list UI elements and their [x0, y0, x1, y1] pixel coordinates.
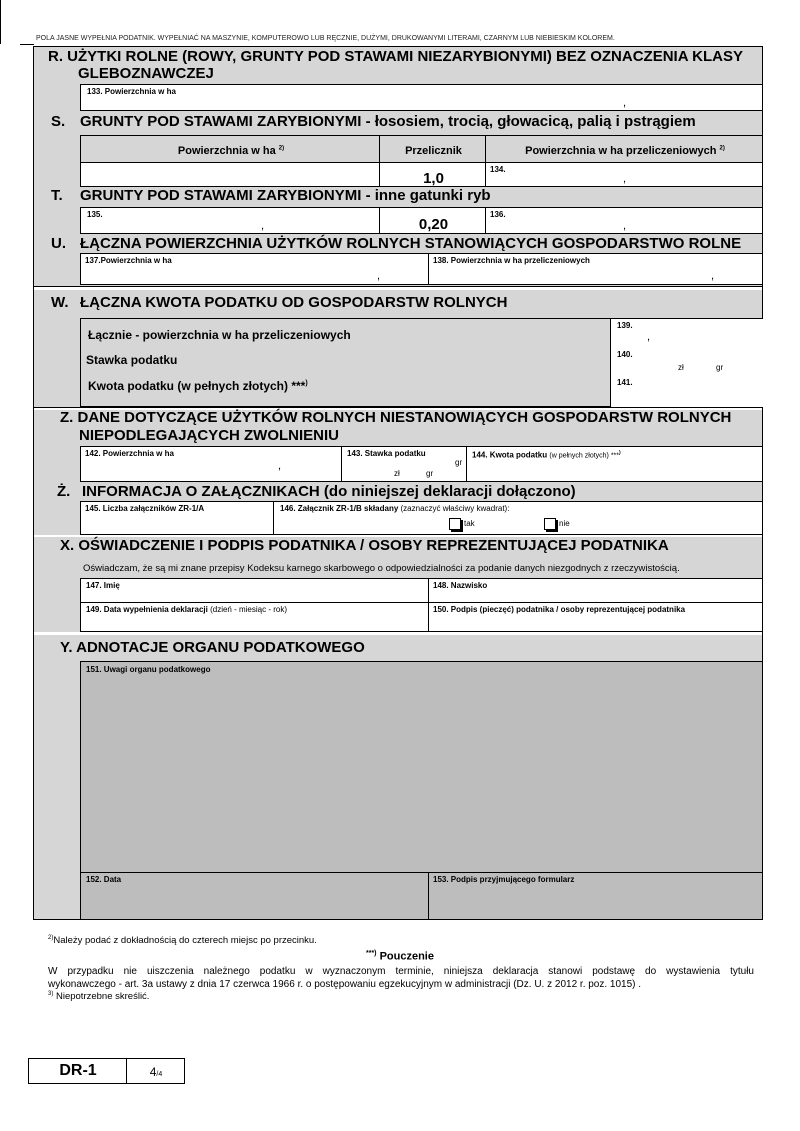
field-145-label: 145. Liczba załączników ZR-1/A [85, 504, 205, 513]
t-przelicznik-cell [379, 207, 486, 234]
w-row3-label: Kwota podatku (w pełnych złotych) ***) [88, 379, 308, 393]
checkbox-nie[interactable] [544, 518, 570, 530]
unit-zl: zł [678, 363, 684, 372]
field-144[interactable] [466, 446, 763, 482]
page-number: 4/4 [149, 1065, 163, 1079]
field-148-label: 148. Nazwisko [433, 581, 488, 590]
decimal-comma: , [377, 270, 381, 282]
field-141[interactable] [610, 376, 763, 407]
field-146 [273, 501, 763, 535]
corner-line-left [0, 0, 1, 44]
s-col1-label: Powierzchnia w ha [177, 145, 276, 157]
field-151 [80, 661, 763, 873]
field-137-label: 137.Powierzchnia w ha [85, 256, 172, 265]
field-142-label: 142. Powierzchnia w ha [85, 449, 174, 458]
field-139[interactable] [610, 319, 763, 349]
w-row1-label: Łącznie - powierzchnia w ha przeliczeniowych [88, 328, 351, 342]
field-143[interactable] [341, 446, 467, 482]
decimal-comma: , [623, 173, 627, 185]
pouczenie-heading: ***) Pouczenie [366, 950, 434, 963]
field-148[interactable] [428, 578, 763, 603]
field-151-label: 151. Uwagi organu podatkowego [86, 665, 211, 674]
field-150[interactable] [428, 602, 763, 632]
field-135[interactable] [80, 207, 380, 234]
w-row2-label: Stawka podatku [86, 353, 178, 367]
field-138[interactable] [428, 253, 763, 285]
field-135-label: 135. [87, 210, 103, 219]
page-footer [28, 1058, 185, 1084]
section-w-gap [33, 286, 763, 290]
s-area-input[interactable] [80, 162, 380, 187]
checkbox-tak[interactable] [449, 518, 475, 530]
unit-gr: gr [426, 469, 434, 478]
field-149[interactable] [80, 602, 429, 632]
s-col1-header [80, 135, 380, 163]
checkbox-nie-label: nie [559, 519, 570, 529]
field-137[interactable] [80, 253, 429, 285]
field-143-label: 143. Stawka podatku [347, 449, 426, 458]
section-u-row [80, 253, 763, 285]
s-col2-header [379, 135, 486, 163]
decimal-comma: , [623, 97, 627, 109]
s-col3-header [485, 135, 763, 163]
corner-mark-left [20, 44, 34, 45]
s-przelicznik-value: 1,0 [423, 170, 444, 187]
section-x-title: X. OŚWIADCZENIE I PODPIS PODATNIKA / OSOBY REPREZENTUJĄCEJ PODATNIKA [60, 537, 669, 554]
section-u-title: ŁĄCZNA POWIERZCHNIA UŻYTKÓW ROLNYCH STANOWIĄCYCH GOSPODARSTWO ROLNE [80, 235, 742, 252]
footnote-2: $^{2)}$Należy podać z dokładnością do czterech miejsc po przecinku. [48, 935, 317, 947]
field-150-label: 150. Podpis (pieczęć) podatnika / osoby reprezentującej podatnika [433, 605, 686, 614]
field-149-label: 149. Data wypełnienia deklaracji (dzień - miesiąc - rok) [86, 605, 287, 614]
section-y-gap [33, 632, 763, 635]
unit-zl: zł [394, 469, 400, 478]
section-z-title-2: NIEPODLEGAJĄCYCH ZWOLNIENIU [79, 427, 340, 444]
field-144-label: 144. Kwota podatku (w pełnych złotych) ***) [472, 450, 621, 460]
section-x-grid [80, 578, 763, 632]
field-136-label: 136. [490, 210, 506, 219]
section-t-letter: T. [51, 187, 63, 204]
unit-gr: gr [455, 458, 463, 467]
section-w-table [80, 318, 763, 407]
field-134-label: 134. [490, 165, 506, 174]
field-140-label: 140. [617, 350, 633, 359]
section-r-title-2: GLEBOZNAWCZEJ [78, 65, 214, 82]
checkbox-tak-label: tak [464, 519, 475, 529]
s-przelicznik-cell [379, 162, 486, 187]
section-z-title-1: Z. DANE DOTYCZĄCE UŻYTKÓW ROLNYCH NIESTANOWIĄCYCH GOSPODARSTW ROLNYCH [60, 409, 732, 426]
section-s-letter: S. [51, 113, 66, 130]
checkbox-icon[interactable] [449, 518, 461, 530]
field-140[interactable] [610, 348, 763, 377]
footnote-3: $^{3)}$ Niepotrzebne skreślić. [48, 991, 150, 1003]
field-134[interactable] [485, 162, 763, 187]
field-147[interactable] [80, 578, 429, 603]
section-s-table [80, 135, 763, 187]
section-z-row [80, 446, 763, 482]
section-zdot-letter: Ż. [57, 483, 71, 500]
pouczenie-line-1: W przypadku nie uiszczenia należnego podatku w wyznaczonym terminie, niniejsza deklaracja stanowi podstawę do wystawienia tytułu [48, 966, 754, 977]
field-147-label: 147. Imię [86, 581, 120, 590]
pouczenie-line-2: wykonawczego - art. 3a ustawy z dnia 17 czerwca 1966 r. o postępowaniu egzekucyjnym w administracji (Dz. U. z 2012 r. poz. 1015) . [48, 979, 642, 990]
field-145[interactable] [80, 501, 274, 535]
field-133-label: 133. Powierzchnia w ha [87, 87, 176, 96]
field-153 [428, 872, 763, 920]
section-u-letter: U. [51, 235, 66, 252]
section-r-title-1: R. UŻYTKI ROLNE (ROWY, GRUNTY POD STAWAMI NIEZARYBIONYMI) BEZ OZNACZENIA KLASY [48, 48, 744, 65]
s-col3-label: Powierzchnia w ha przeliczeniowych [525, 145, 717, 157]
field-146-label: 146. Załącznik ZR-1/B składany (zaznaczyć właściwy kwadrat): [280, 504, 510, 513]
field-141-label: 141. [617, 378, 633, 387]
decimal-comma: , [278, 460, 282, 472]
section-s-title: GRUNTY POD STAWAMI ZARYBIONYMI - łososiem, trocią, głowacicą, palią i pstrągiem [80, 113, 696, 130]
decimal-comma: , [647, 331, 651, 343]
section-zdot-title: INFORMACJA O ZAŁĄCZNIKACH (do niniejszej deklaracji dołączono) [82, 483, 576, 500]
decimal-comma: , [711, 270, 715, 282]
field-136[interactable] [485, 207, 763, 234]
decimal-comma: , [261, 220, 265, 232]
field-152 [80, 872, 429, 920]
fill-instruction: POLA JASNE WYPEŁNIA PODATNIK. WYPEŁNIAĆ NA MASZYNIE, KOMPUTEROWO LUB RĘCZNIE, DUŻYMI, DRUKOWANYMI LITERAMI, CZARNYM LUB NIEBIESKIM KOLOREM. [36, 35, 615, 42]
decimal-comma: , [623, 220, 627, 232]
field-133[interactable] [80, 84, 763, 111]
field-139-label: 139. [617, 321, 633, 330]
s-col2-label: Przelicznik [405, 145, 462, 157]
section-x-statement: Oświadczam, że są mi znane przepisy Kodeksu karnego skarbowego o odpowiedzialności za podanie danych niezgodnych z rzeczywistością. [83, 563, 680, 574]
checkbox-icon[interactable] [544, 518, 556, 530]
field-138-label: 138. Powierzchnia w ha przeliczeniowych [433, 256, 590, 265]
section-w-title: ŁĄCZNA KWOTA PODATKU OD GOSPODARSTW ROLNYCH [80, 294, 508, 311]
section-y-title: Y. ADNOTACJE ORGANU PODATKOWEGO [60, 639, 365, 656]
form-code: DR-1 [59, 1062, 97, 1079]
unit-gr: gr [716, 363, 724, 372]
section-t-row [80, 207, 763, 234]
section-w-letter: W. [51, 294, 69, 311]
field-142[interactable] [80, 446, 342, 482]
t-przelicznik-value: 0,20 [418, 216, 449, 233]
section-zdot-row [80, 501, 763, 535]
field-153-label: 153. Podpis przyjmującego formularz [433, 875, 575, 884]
field-152-label: 152. Data [86, 875, 122, 884]
footnote-2-ref: 2) [278, 145, 285, 152]
footnote-2-ref: 2) [719, 145, 725, 152]
section-t-title: GRUNTY POD STAWAMI ZARYBIONYMI - inne gatunki ryb [80, 187, 491, 204]
